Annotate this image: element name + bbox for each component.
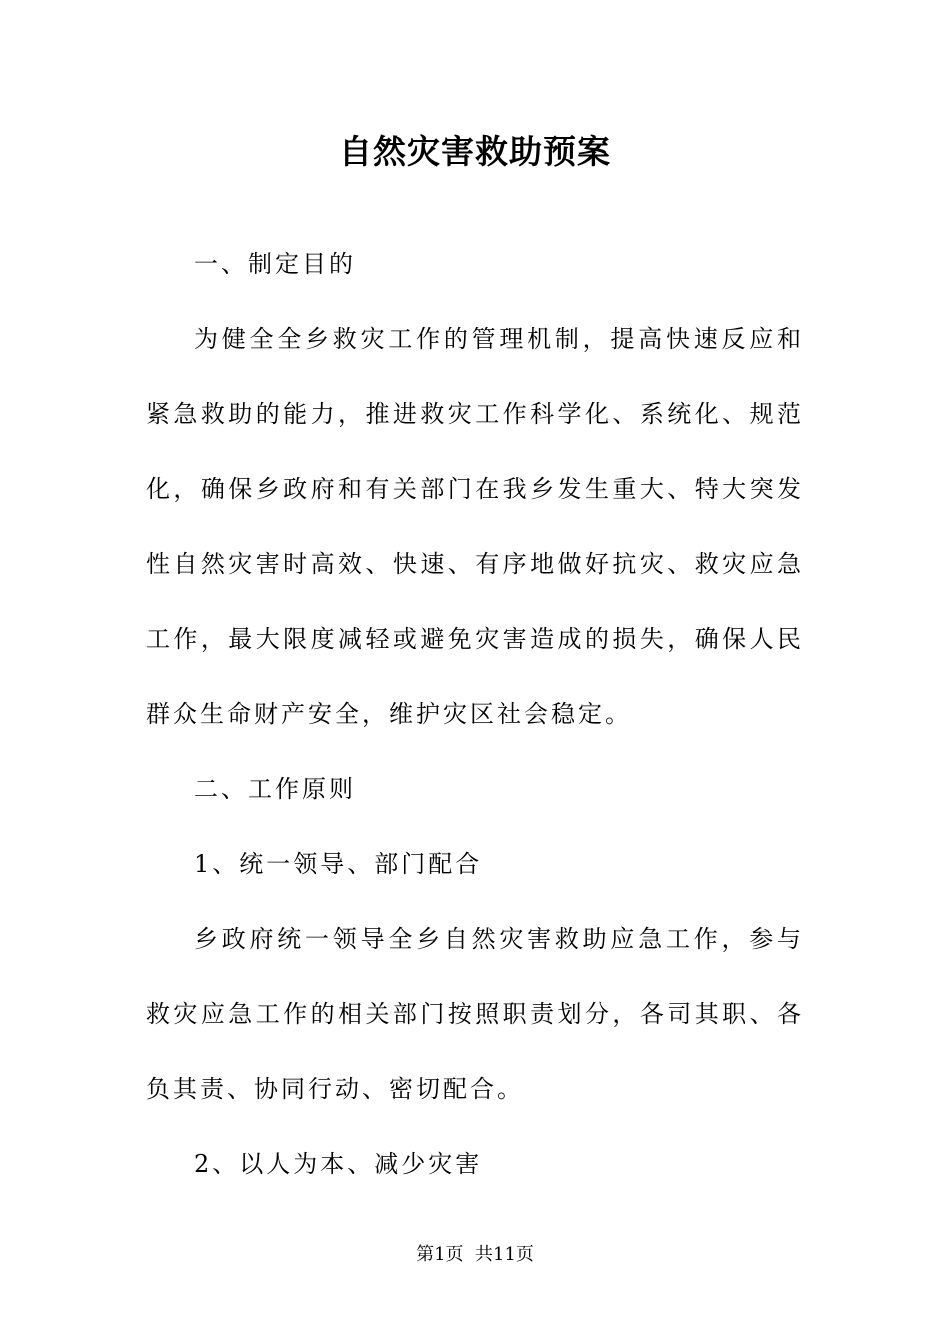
page-footer <box>0 1241 950 1269</box>
document-body <box>146 227 804 1202</box>
subheading-people-oriented: 2、以人为本、减少灾害 <box>194 1150 483 1178</box>
document-title: 自然灾害救助预案 <box>339 132 611 171</box>
page-number: 第1页 共11页 <box>416 1244 534 1265</box>
subheading-unified-leadership: 1、统一领导、部门配合 <box>194 850 483 878</box>
heading-principles: 二、工作原则 <box>194 775 356 803</box>
paragraph-purpose: 为健全全乡救灾工作的管理机制，提高快速反应和紧急救助的能力，推进救灾工作科学化、系统化、规范化，确保乡政府和有关部门在我乡发生重大、特大突发性自然灾害时高效、快速、有序地做好抗灾、救灾应急工作，最大限度减轻或避免灾害造成的损失，确保人民群众生命财产安全，维护灾区社会稳定。 <box>146 325 804 728</box>
heading-purpose: 一、制定目的 <box>194 250 356 278</box>
paragraph-unified-leadership: 乡政府统一领导全乡自然灾害救助应急工作，参与救灾应急工作的相关部门按照职责划分，各司其职、各负其责、协同行动、密切配合。 <box>146 925 804 1103</box>
